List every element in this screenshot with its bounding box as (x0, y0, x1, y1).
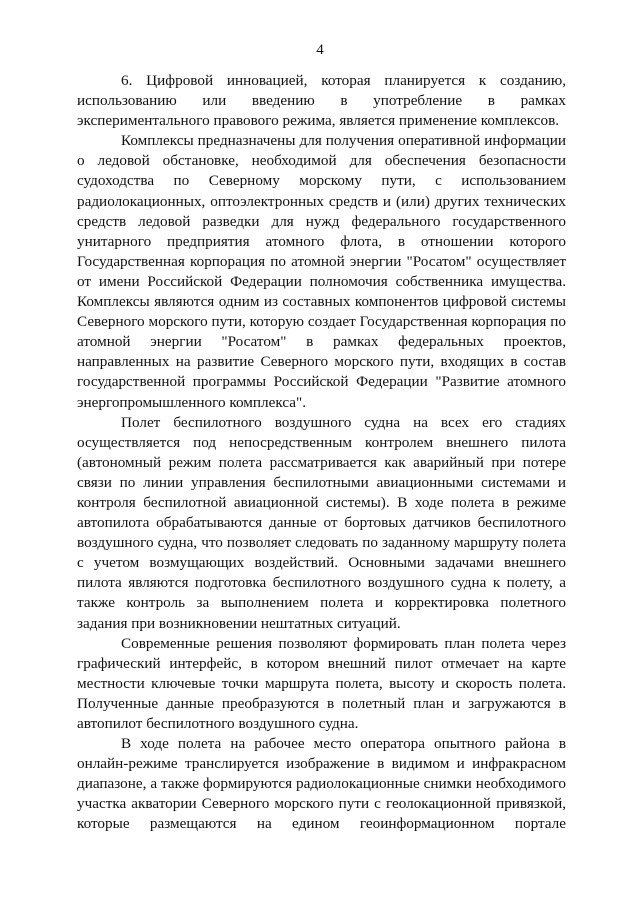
paragraph-complexes-purpose: Комплексы предназначены для получения оперативной информации о ледовой обстановке, необходимой для обеспечения безопасности судоходства по Северному морскому пути, с использованием радиолокационных, оптоэлектронных средств и (или) других технических средств ледовой разведки для нужд федерального государственного унитарного предприятия атомного флота, в отношении которого Государственная корпорация по атомной энергии "Росатом" осуществляет от имени Российской Федерации полномочия собственника имущества. Комплексы являются одним из составных компонентов цифровой системы Северного морского пути, которую создает Государственная корпорация по атомной энергии "Росатом" в рамках федеральных проектов, направленных на развитие Северного морского пути, входящих в состав государственной программы Российской Федерации "Развитие атомного энергопромышленного комплекса". (77, 132, 566, 411)
paragraph-digital-innovation: 6. Цифровой инновацией, которая планируется к созданию, использованию или введению в употребление в рамках экспериментального правового режима, является применение комплексов. (77, 72, 566, 130)
body-text (77, 71, 566, 835)
page-number: 4 (316, 42, 324, 58)
paragraph-image-transmission: В ходе полета на рабочее место оператора опытного района в онлайн-режиме транслируется изображение в видимом и инфракрасном диапазоне, а также формируются радиолокационные снимки необходимого участка акватории Северного морского пути с геолокационной привязкой, которые размещаются на едином геоинформационном портале (77, 735, 566, 833)
paragraph-flight-planning: Современные решения позволяют формировать план полета через графический интерфейс, в котором внешний пилот отмечает на карте местности ключевые точки маршрута полета, высоту и скорость полета. Полученные данные преобразуются в полетный план и загружаются в автопилот беспилотного воздушного судна. (77, 634, 566, 732)
paragraph-flight-control: Полет беспилотного воздушного судна на всех его стадиях осуществляется под непосредственным контролем внешнего пилота (автономный режим полета рассматривается как аварийный при потере связи по линии управления беспилотными авиационными системами и контроля беспилотной авиационной системы). В ходе полета в режиме автопилота обрабатываются данные от бортовых датчиков беспилотного воздушного судна, что позволяет следовать по заданному маршруту полета с учетом возмущающих воздействий. Основными задачами внешнего пилота являются подготовка беспилотного воздушного судна к полету, а также контроль за выполнением полета и корректировка полетного задания при возникновении нештатных ситуаций. (77, 413, 566, 632)
